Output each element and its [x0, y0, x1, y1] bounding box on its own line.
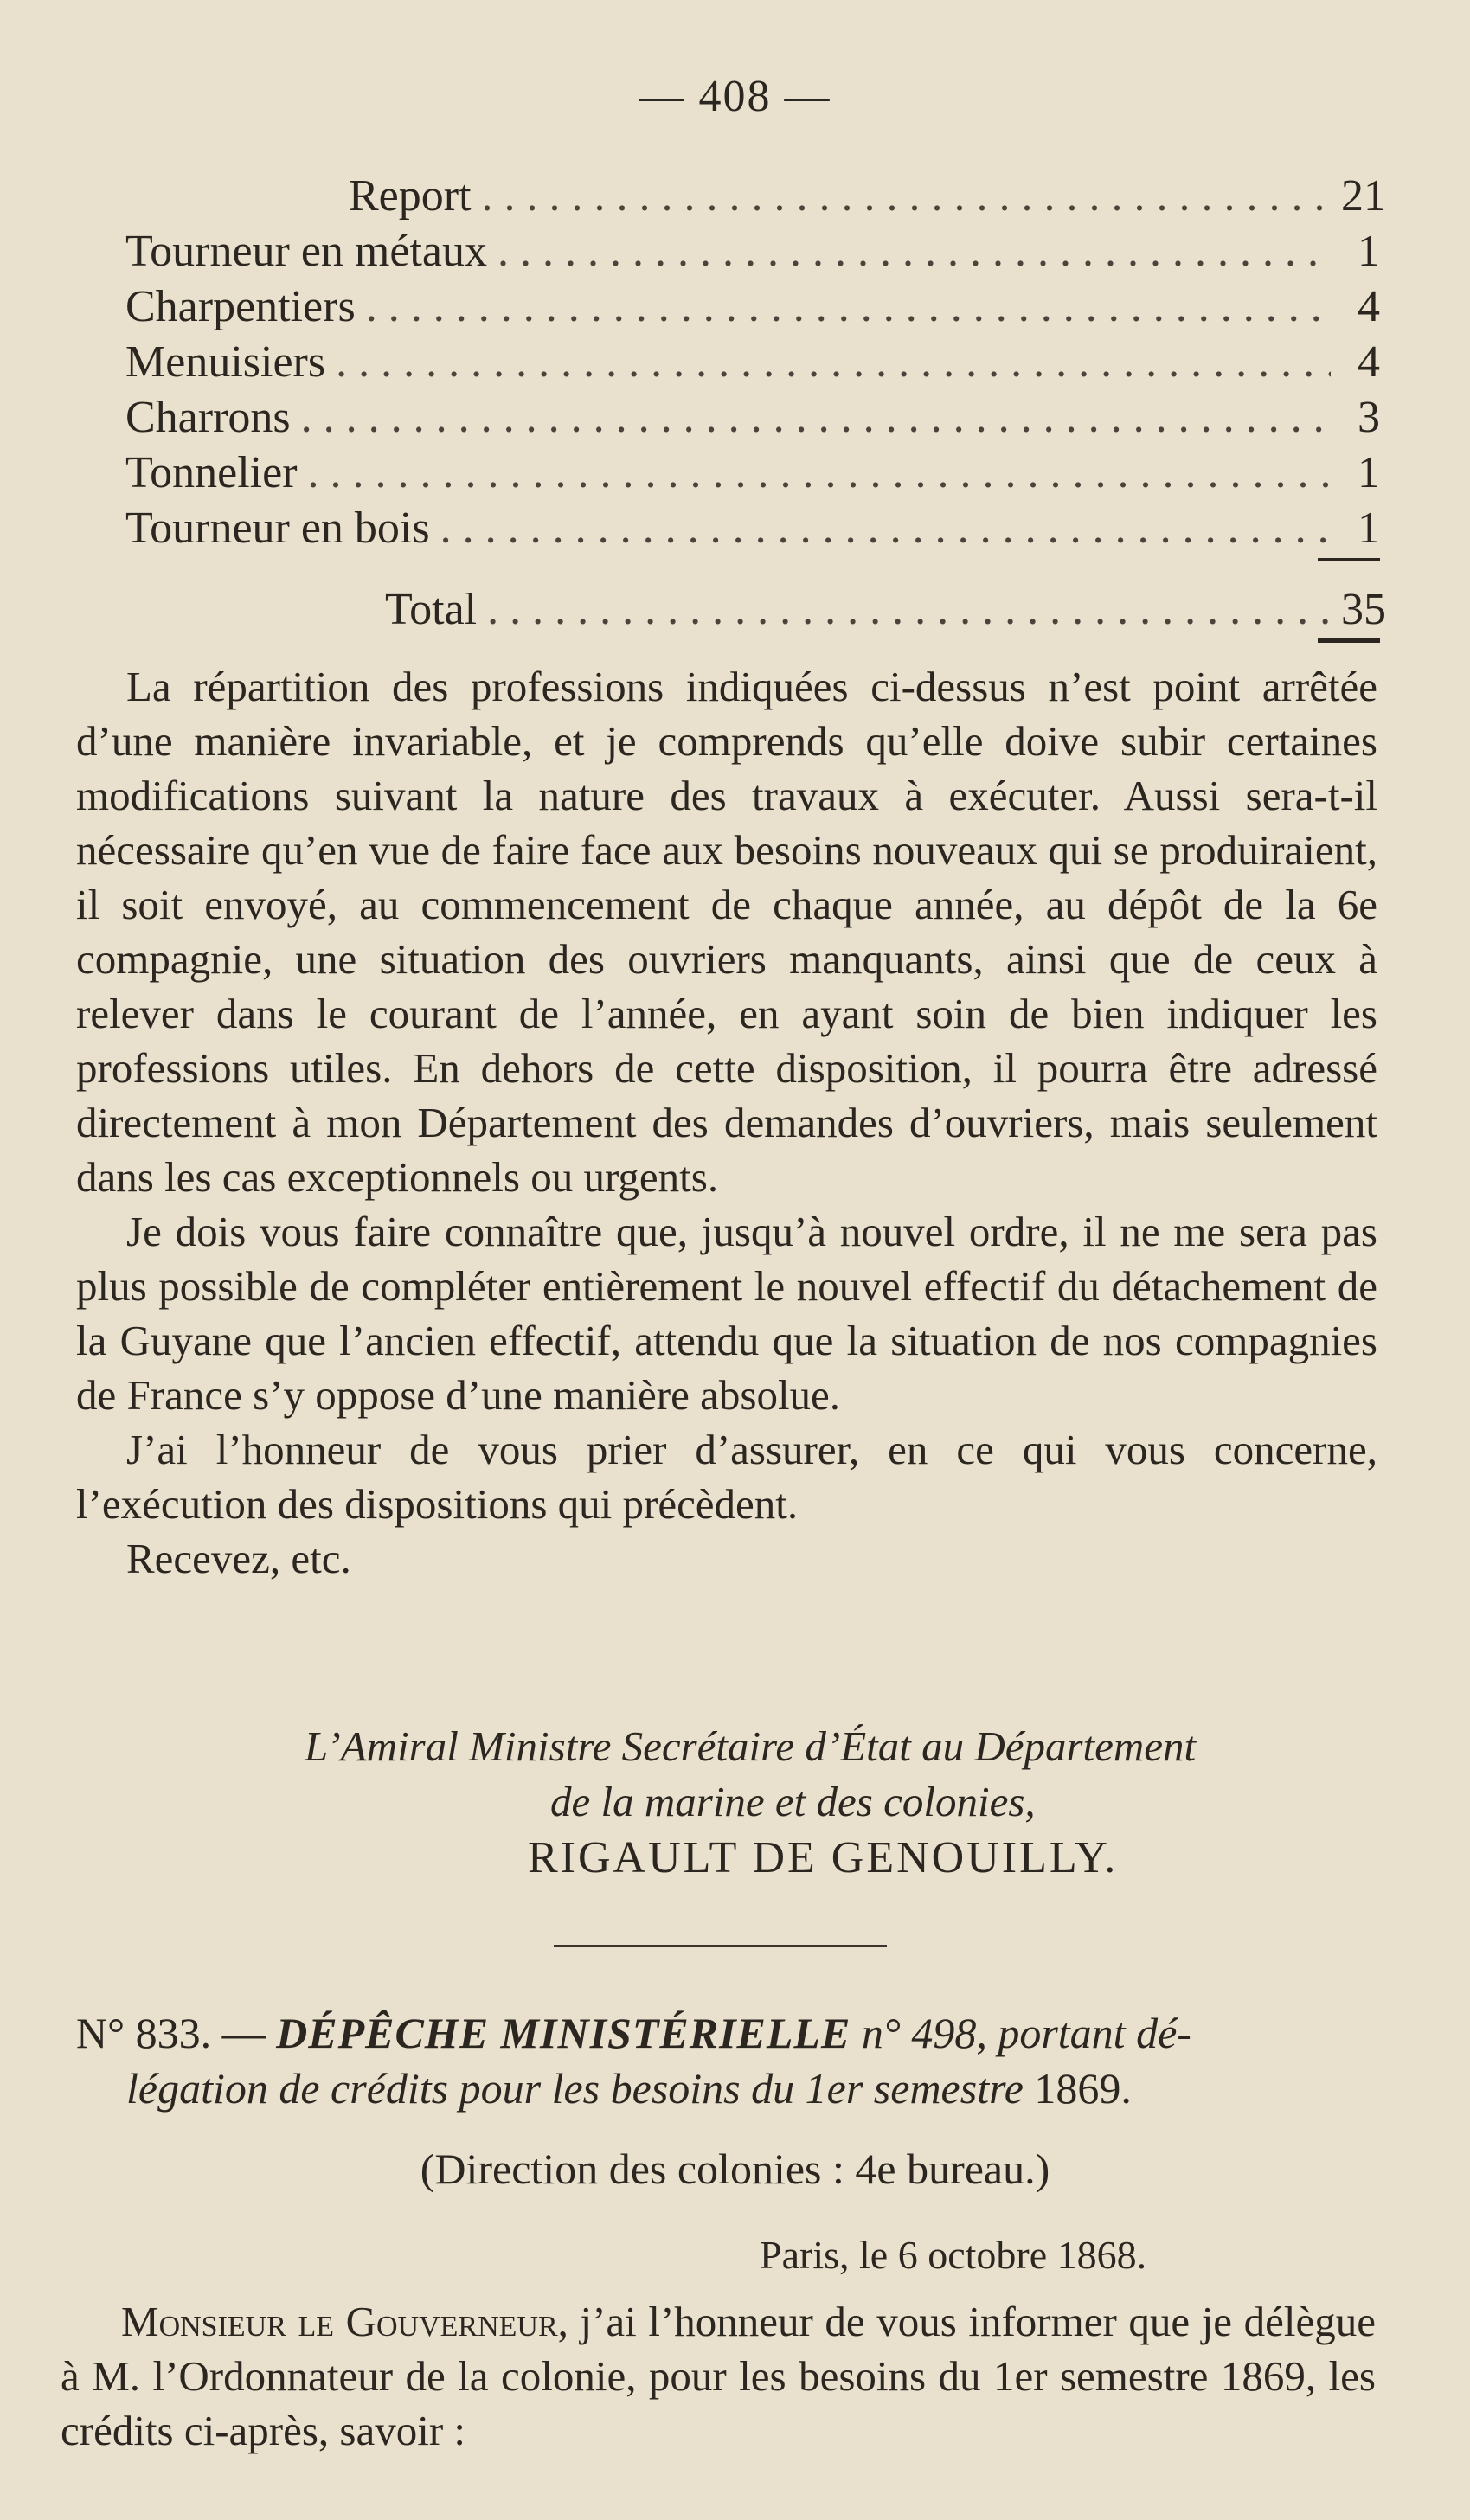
- signature-title: L’Amiral Ministre Secrétaire d’État au Département: [305, 1722, 1197, 1770]
- dispatch-year: 1869.: [1034, 2064, 1132, 2113]
- tally-value: 1: [1358, 503, 1380, 553]
- paragraph: J’ai l’honneur de vous prier d’assurer, en ce qui vous concerne, l’exécution des dispositions qui précèdent.: [76, 1426, 1377, 1528]
- tally-value: 35: [1341, 585, 1386, 634]
- dispatch-title: DÉPÊCHE MINISTÉRIELLE: [276, 2009, 851, 2057]
- dot-leader: [487, 582, 1331, 638]
- tally-row: [125, 279, 1380, 335]
- dot-leader: [336, 335, 1331, 390]
- sum-rule: [1318, 558, 1380, 561]
- tally-row: [125, 501, 1380, 556]
- tally-label: Total: [385, 585, 478, 634]
- tally-row: [125, 446, 1380, 501]
- paragraph: Je dois vous faire connaître que, jusqu’à nouvel ordre, il ne me sera pas plus possible de compléter entièrement le nouvel effectif du détachement de la Guyane que l’ancien effectif, attendu que la situation de nos compagnies de France s’y oppose d’une manière absolue.: [76, 1208, 1377, 1419]
- tally-row: [125, 390, 1380, 446]
- tally-value: 4: [1358, 282, 1380, 331]
- tally-value: 1: [1358, 448, 1380, 497]
- tally-label: Report: [349, 171, 472, 221]
- tally-label: Tonnelier: [125, 448, 298, 497]
- dispatch-subject-cont: légation de crédits pour les besoins du 1er semestre: [126, 2064, 1024, 2113]
- opening-text: j’ai l’honneur de vous informer que je délègue à M. l’Ordonnateur de la colonie, pour les besoins du 1er semestre 1869, les crédits ci-après, savoir :: [61, 2298, 1376, 2454]
- dot-leader: [482, 169, 1331, 224]
- dot-leader: [440, 501, 1331, 556]
- tally-row-report: [125, 169, 1386, 224]
- dispatch-subject: portant dé-: [998, 2009, 1191, 2057]
- dot-leader: [366, 279, 1331, 335]
- dispatch-direction: (Direction des colonies : 4e bureau.): [420, 2145, 1050, 2193]
- dispatch-number: N° 833. —: [76, 2009, 266, 2057]
- dateline: Paris, le 6 octobre 1868.: [760, 2233, 1147, 2277]
- tally-label: Menuisiers: [125, 337, 326, 387]
- page-number: — 408 —: [639, 72, 831, 121]
- tally-value: 4: [1358, 337, 1380, 387]
- dispatch-subject-line: [76, 2061, 1377, 2116]
- dot-leader: [497, 224, 1331, 279]
- tally-row-total: [125, 582, 1386, 638]
- tally-row: [125, 224, 1380, 279]
- dot-leader: [301, 390, 1331, 446]
- tally-row: [125, 335, 1380, 390]
- dispatch-letter: [61, 2294, 1376, 2458]
- dispatch-heading-line: [76, 2005, 1377, 2061]
- signature-name: RIGAULT DE GENOUILLY.: [528, 1833, 1119, 1882]
- paragraph: [61, 2294, 1376, 2458]
- salutation: Monsieur le Gouverneur,: [121, 2298, 568, 2345]
- letter-body: [76, 659, 1377, 1586]
- closing-formula: Recevez, etc.: [126, 1535, 351, 1582]
- dispatch-heading: [76, 2005, 1377, 2116]
- tally-value: 1: [1358, 227, 1380, 276]
- tally-value: 3: [1358, 393, 1380, 442]
- tally-label: Tourneur en métaux: [125, 227, 487, 276]
- total-underline: [1318, 638, 1380, 643]
- dot-leader: [308, 446, 1331, 501]
- paragraph: La répartition des professions indiquées ci-dessus n’est point arrêtée d’une manière invariable, et je comprends qu’elle doive subir certaines modifications suivant la nature des travaux à exécuter. Aussi sera-t-il nécessaire qu’en vue de faire face aux besoins nouveaux qui se produiraient, il soit envoyé, au commencement de chaque année, au dépôt de la 6e compagnie, une situation des ouvriers manquants, ainsi que de ceux à relever dans le courant de l’année, en ayant soin de bien indiquer les professions utiles. En dehors de cette disposition, il pourra être adressé directement à mon Département des demandes d’ouvriers, mais seulement dans les cas exceptionnels ou urgents.: [76, 663, 1377, 1201]
- dispatch-ref: n° 498,: [861, 2009, 987, 2057]
- worker-tally-table: [125, 169, 1386, 638]
- signature-department: de la marine et des colonies,: [550, 1778, 1036, 1825]
- section-divider: [554, 1945, 887, 1947]
- tally-value: 21: [1341, 171, 1386, 221]
- tally-label: Charpentiers: [125, 282, 356, 331]
- tally-label: Charrons: [125, 393, 291, 442]
- tally-label: Tourneur en bois: [125, 503, 430, 553]
